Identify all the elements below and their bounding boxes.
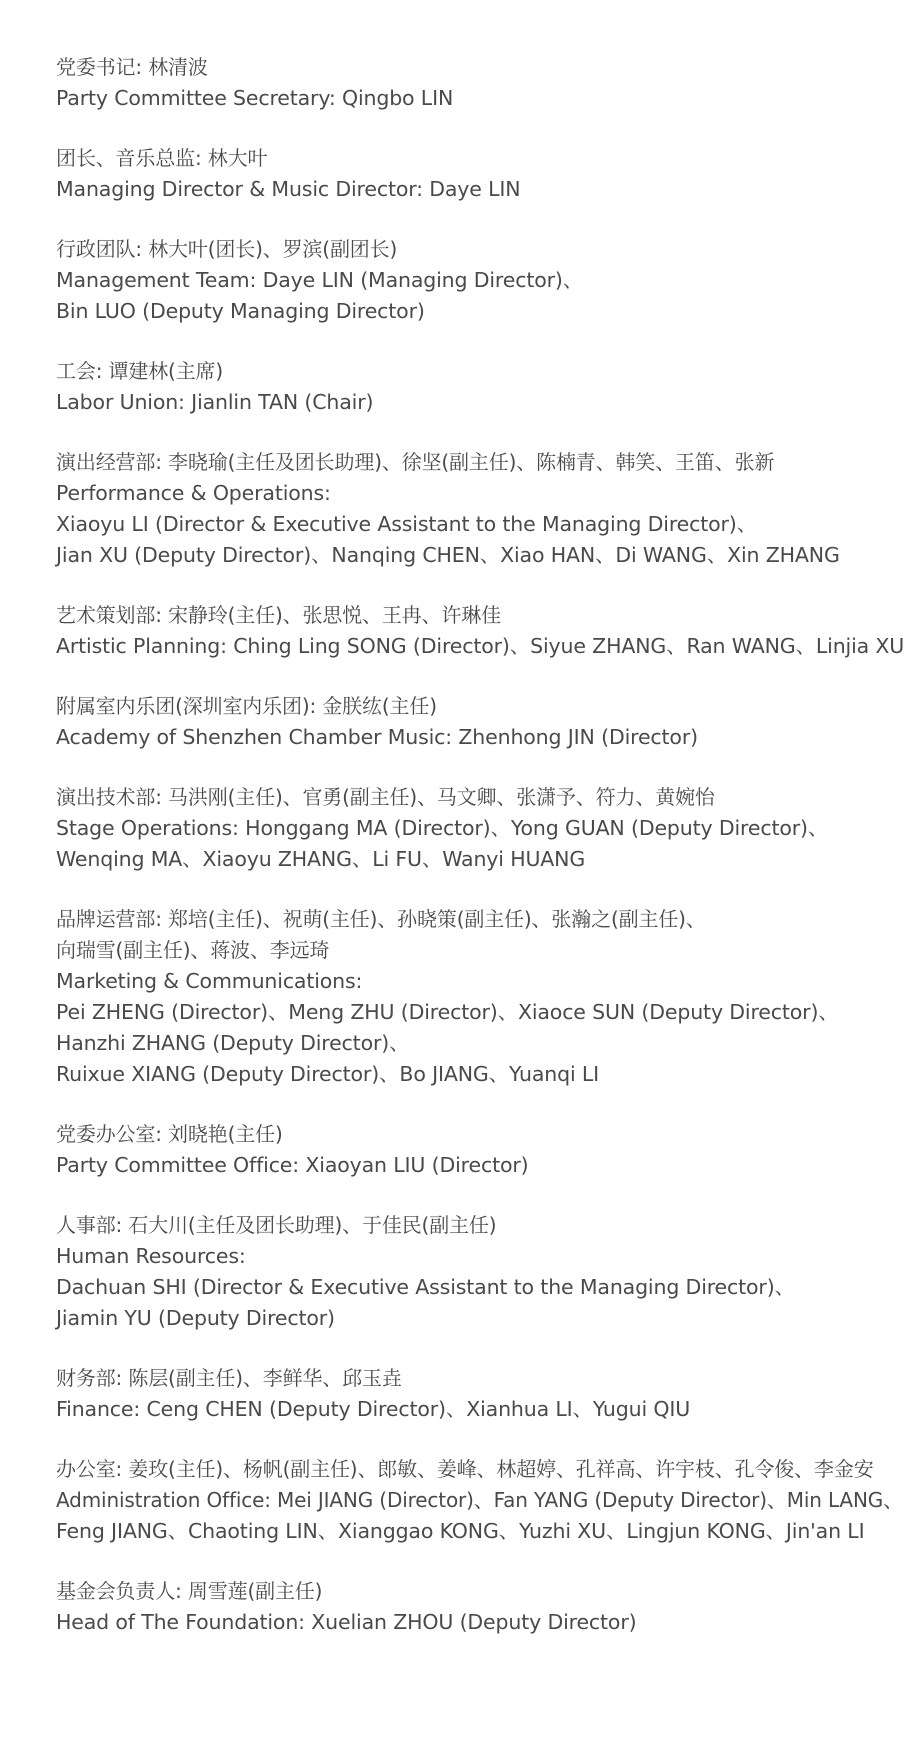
section-english-line: Jian XU (Deputy Director)、Nanqing CHEN、Xiao HAN、Di WANG、Xin ZHANG [56, 543, 840, 567]
section-english-line: Stage Operations: Honggang MA (Director)、Yong GUAN (Deputy Director)、 [56, 816, 829, 840]
section-english-line: Feng JIANG、Chaoting LIN、Xianggao KONG、Yuzhi XU、Lingjun KONG、Jin'an LI [56, 1519, 865, 1543]
section-finance [56, 1363, 906, 1425]
section-english-line: Artistic Planning: Ching Ling SONG (Director)、Siyue ZHANG、Ran WANG、Linjia XU [56, 634, 905, 658]
section-human-resources [56, 1210, 906, 1334]
section-chinese-line: 党委书记: 林清波 [56, 55, 208, 79]
section-english-line: Wenqing MA、Xiaoyu ZHANG、Li FU、Wanyi HUANG [56, 847, 586, 871]
section-english-line: Managing Director & Music Director: Daye LIN [56, 177, 521, 201]
section-english-line: Head of The Foundation: Xuelian ZHOU (Deputy Director) [56, 1610, 637, 1634]
section-chinese-line: 艺术策划部: 宋静玲(主任)、张思悦、王冉、许琳佳 [56, 603, 501, 627]
section-chinese-line: 财务部: 陈层(副主任)、李鲜华、邱玉垚 [56, 1366, 402, 1390]
section-english-line: Finance: Ceng CHEN (Deputy Director)、Xianhua LI、Yugui QIU [56, 1397, 691, 1421]
section-chinese-line: 党委办公室: 刘晓艳(主任) [56, 1122, 283, 1146]
section-english-line: Management Team: Daye LIN (Managing Director)、 [56, 268, 584, 292]
section-chinese-line: 品牌运营部: 郑培(主任)、祝萌(主任)、孙晓策(副主任)、张瀚之(副主任)、 [56, 907, 706, 931]
section-chinese-line: 附属室内乐团(深圳室内乐团): 金朕纮(主任) [56, 694, 437, 718]
section-party-secretary [56, 52, 906, 114]
section-english-line: Marketing & Communications: [56, 969, 363, 993]
section-chinese-line: 演出技术部: 马洪刚(主任)、官勇(副主任)、马文卿、张潇予、符力、黄婉怡 [56, 785, 715, 809]
section-english-line: Performance & Operations: [56, 481, 331, 505]
section-english-line: Xiaoyu LI (Director & Executive Assistant to the Managing Director)、 [56, 512, 758, 536]
section-management-team [56, 234, 906, 327]
section-chinese-line: 团长、音乐总监: 林大叶 [56, 146, 268, 170]
section-english-line: Labor Union: Jianlin TAN (Chair) [56, 390, 374, 414]
section-foundation [56, 1576, 906, 1638]
section-english-line: Bin LUO (Deputy Managing Director) [56, 299, 425, 323]
staff-directory [56, 52, 906, 1667]
section-english-line: Dachuan SHI (Director & Executive Assistant to the Managing Director)、 [56, 1275, 795, 1299]
section-stage-operations [56, 782, 906, 875]
section-chinese-line: 人事部: 石大川(主任及团长助理)、于佳民(副主任) [56, 1213, 497, 1237]
section-chinese-line: 基金会负责人: 周雪莲(副主任) [56, 1579, 323, 1603]
section-english-line: Pei ZHENG (Director)、Meng ZHU (Director)、Xiaoce SUN (Deputy Director)、 [56, 1000, 839, 1024]
section-english-line: Ruixue XIANG (Deputy Director)、Bo JIANG、Yuanqi LI [56, 1062, 600, 1086]
section-performance-operations [56, 447, 906, 571]
section-chinese-line: 工会: 谭建林(主席) [56, 359, 224, 383]
section-english-line: Jiamin YU (Deputy Director) [56, 1306, 335, 1330]
section-administration-office [56, 1454, 906, 1547]
section-english-line: Academy of Shenzhen Chamber Music: Zhenhong JIN (Director) [56, 725, 698, 749]
section-chinese-line: 行政团队: 林大叶(团长)、罗滨(副团长) [56, 237, 398, 261]
section-chamber-music [56, 691, 906, 753]
section-chinese-line: 办公室: 姜玫(主任)、杨帆(副主任)、郎敏、姜峰、林超婷、孔祥高、许宇枝、孔令俊、李金安 [56, 1457, 874, 1481]
section-chinese-line: 演出经营部: 李晓瑜(主任及团长助理)、徐坚(副主任)、陈楠青、韩笑、王笛、张新 [56, 450, 775, 474]
section-english-line: Administration Office: Mei JIANG (Director)、Fan YANG (Deputy Director)、Min LANG、 [56, 1488, 903, 1512]
section-labor-union [56, 356, 906, 418]
section-managing-director [56, 143, 906, 205]
section-english-line: Party Committee Office: Xiaoyan LIU (Director) [56, 1153, 529, 1177]
section-party-office [56, 1119, 906, 1181]
section-artistic-planning [56, 600, 906, 662]
section-marketing-communications [56, 904, 906, 1090]
section-english-line: Hanzhi ZHANG (Deputy Director)、 [56, 1031, 410, 1055]
section-english-line: Party Committee Secretary: Qingbo LIN [56, 86, 454, 110]
section-chinese-line: 向瑞雪(副主任)、蒋波、李远琦 [56, 938, 330, 962]
section-english-line: Human Resources: [56, 1244, 246, 1268]
